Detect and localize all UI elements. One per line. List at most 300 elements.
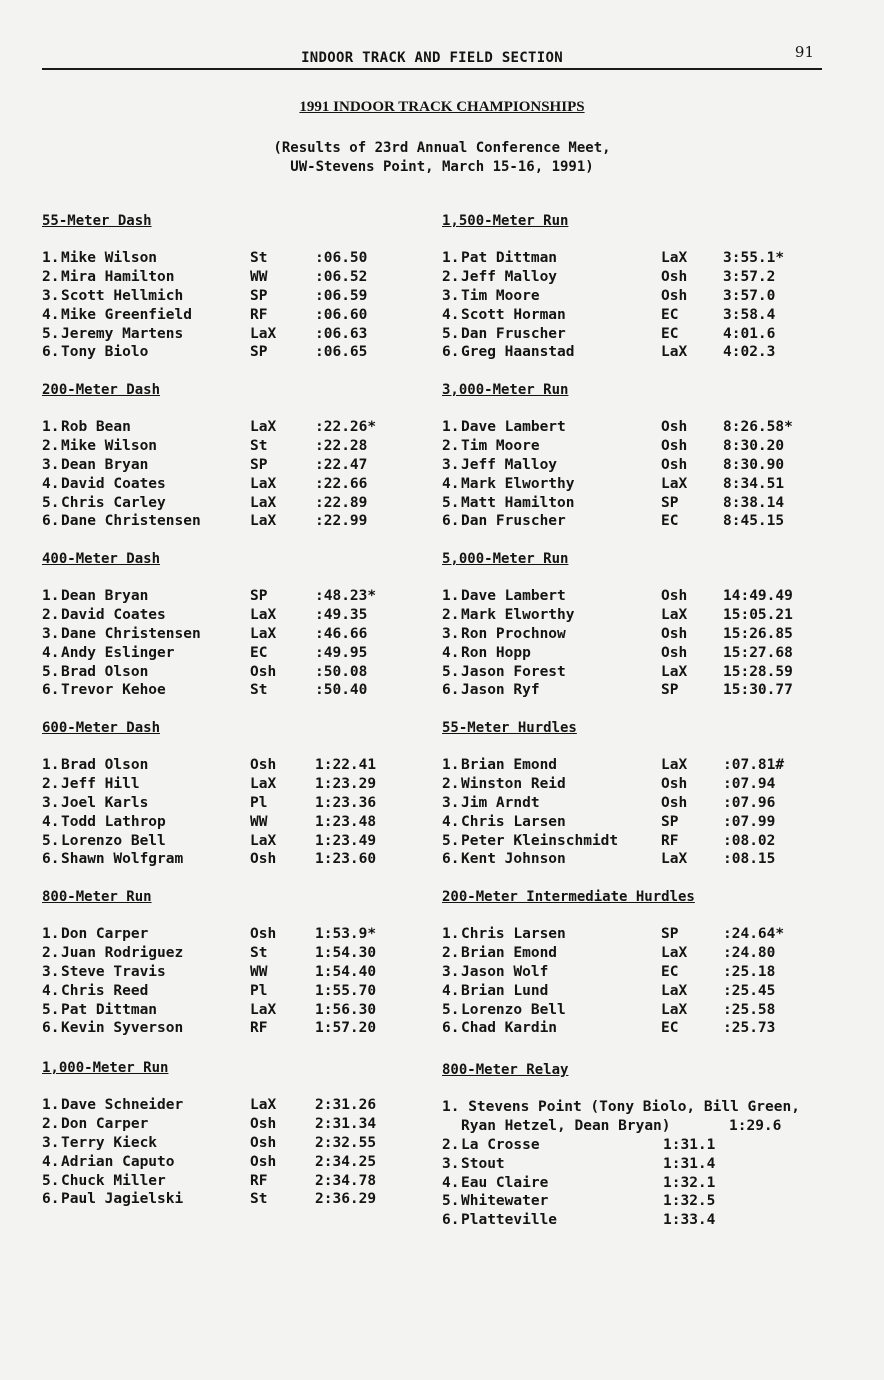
result-school: SP [661, 682, 679, 699]
result-place: 1. [42, 588, 60, 604]
result-place: 3. [42, 625, 60, 642]
result-place: 5. [42, 494, 60, 511]
result-name: Mark Elworthy [461, 475, 575, 492]
subtitle-line-1: (Results of 23rd Annual Conference Meet, [273, 140, 611, 156]
result-school: Osh [661, 437, 688, 454]
result-school: EC [661, 1020, 679, 1037]
result-row [442, 756, 842, 775]
result-place: 6. [42, 513, 60, 530]
result-name: Dean Bryan [61, 456, 149, 473]
result-name: Andy Eslinger [61, 644, 175, 661]
result-place: 2. [42, 1115, 60, 1132]
result-school: Osh [661, 625, 688, 642]
result-mark: 1:23.36 [315, 794, 377, 811]
result-name: Dean Bryan [61, 588, 149, 604]
result-place: 4. [42, 982, 60, 999]
result-school: SP [661, 813, 679, 830]
result-school: LaX [661, 982, 688, 999]
result-name: Scott Hellmich [61, 287, 184, 304]
event-title: 3,000-Meter Run [442, 382, 569, 398]
event-title: 800-Meter Relay [442, 1062, 569, 1078]
result-row [442, 813, 842, 832]
result-name: Adrian Caputo [61, 1153, 175, 1170]
result-mark: 8:30.90 [723, 456, 785, 473]
result-row [442, 456, 842, 475]
result-row [42, 756, 442, 775]
event-title: 600-Meter Dash [42, 720, 161, 736]
result-name: Dave Lambert [461, 419, 566, 435]
result-mark: :48.23* [315, 588, 377, 604]
result-place: 6. [42, 1020, 60, 1037]
result-mark: :07.96 [723, 794, 776, 811]
result-school: RF [250, 306, 268, 323]
relay-result-place: 5. [442, 1193, 460, 1210]
result-place: 5. [442, 1001, 460, 1018]
result-name: Mike Wilson [61, 437, 158, 454]
result-mark: :06.60 [315, 306, 368, 323]
result-place: 2. [42, 437, 60, 454]
result-place: 3. [442, 287, 460, 304]
result-place: 3. [442, 625, 460, 642]
result-row [442, 982, 842, 1001]
result-mark: :50.08 [315, 663, 368, 680]
relay-result-row [442, 1136, 862, 1155]
result-place: 1. [442, 757, 460, 773]
result-row [42, 1190, 442, 1209]
result-place: 4. [42, 1153, 60, 1170]
result-mark: 3:55.1* [723, 250, 785, 266]
relay-winner-line-1 [442, 1098, 862, 1117]
result-name: Don Carper [61, 926, 149, 942]
result-row [42, 306, 442, 325]
result-school: LaX [661, 757, 688, 773]
result-name: Ron Prochnow [461, 625, 566, 642]
result-name: Jason Forest [461, 663, 566, 680]
result-school: LaX [661, 250, 688, 266]
result-name: Lorenzo Bell [461, 1001, 566, 1018]
result-school: Osh [250, 1115, 277, 1132]
result-row [42, 681, 442, 700]
relay-result-row [442, 1155, 862, 1174]
result-school: WW [250, 813, 268, 830]
result-mark: 1:54.30 [315, 944, 377, 961]
result-row [42, 850, 442, 869]
result-mark: :25.45 [723, 982, 776, 999]
result-place: 5. [442, 325, 460, 342]
result-name: Brad Olson [61, 757, 149, 773]
result-school: LaX [661, 851, 688, 868]
result-mark: 2:31.34 [315, 1115, 377, 1132]
result-name: Todd Lathrop [61, 813, 166, 830]
result-mark: 3:57.0 [723, 287, 776, 304]
result-mark: 1:23.48 [315, 813, 377, 830]
result-school: Pl [250, 794, 268, 811]
result-row [442, 494, 842, 513]
result-mark: :25.73 [723, 1020, 776, 1037]
result-mark: :06.65 [315, 344, 368, 361]
result-name: Dave Schneider [61, 1097, 184, 1113]
result-name: Chris Larsen [461, 813, 566, 830]
result-mark: 1:54.40 [315, 963, 377, 980]
result-school: Osh [661, 794, 688, 811]
result-place: 5. [42, 832, 60, 849]
result-row [42, 475, 442, 494]
result-name: Jeff Malloy [461, 268, 558, 285]
result-school: SP [250, 344, 268, 361]
result-row [42, 249, 442, 268]
result-row [42, 775, 442, 794]
result-row [42, 1001, 442, 1020]
result-place: 2. [442, 944, 460, 961]
result-row [442, 418, 842, 437]
result-mark: 4:02.3 [723, 344, 776, 361]
result-name: Brian Lund [461, 982, 549, 999]
result-mark: 3:57.2 [723, 268, 776, 285]
result-place: 2. [42, 944, 60, 961]
event-1-500-meter-run [442, 212, 842, 362]
result-mark: 8:26.58* [723, 419, 793, 435]
result-mark: :06.59 [315, 287, 368, 304]
event-title: 800-Meter Run [42, 889, 152, 905]
result-place: 4. [42, 475, 60, 492]
result-mark: :22.89 [315, 494, 368, 511]
result-school: Osh [250, 663, 277, 680]
result-mark: :07.94 [723, 775, 776, 792]
relay-winner-mark: 1:29.6 [729, 1117, 782, 1134]
result-mark: :49.35 [315, 606, 368, 623]
result-mark: :22.47 [315, 456, 368, 473]
result-mark: :50.40 [315, 682, 368, 699]
result-place: 6. [42, 682, 60, 699]
result-row [442, 437, 842, 456]
result-mark: :06.52 [315, 268, 368, 285]
relay-result-place: 4. [442, 1174, 460, 1191]
relay-result-name: Whitewater [461, 1193, 549, 1210]
event-title: 55-Meter Dash [42, 213, 152, 229]
result-name: Mira Hamilton [61, 268, 175, 285]
result-name: Mike Wilson [61, 250, 158, 266]
result-mark: :06.50 [315, 250, 368, 266]
result-place: 6. [42, 851, 60, 868]
result-school: RF [250, 1020, 268, 1037]
relay-result-place: 6. [442, 1212, 460, 1229]
relay-results [442, 1136, 862, 1230]
result-mark: 8:30.20 [723, 437, 785, 454]
relay-result-place: 2. [442, 1136, 460, 1153]
result-school: LaX [250, 775, 277, 792]
result-name: Peter Kleinschmidt [461, 832, 619, 849]
result-mark: :22.99 [315, 513, 368, 530]
result-mark: 1:23.49 [315, 832, 377, 849]
event-title: 400-Meter Dash [42, 551, 161, 567]
result-mark: :24.80 [723, 944, 776, 961]
relay-result-name: Stout [461, 1155, 505, 1172]
result-name: Pat Dittman [461, 250, 558, 266]
result-place: 1. [442, 588, 460, 604]
result-mark: :06.63 [315, 325, 368, 342]
document-title: 1991 INDOOR TRACK CHAMPIONSHIPS [299, 99, 585, 115]
result-mark: :08.02 [723, 832, 776, 849]
result-name: Tim Moore [461, 437, 540, 454]
result-mark: :49.95 [315, 644, 368, 661]
result-row [42, 625, 442, 644]
result-name: Brad Olson [61, 663, 149, 680]
result-school: SP [250, 456, 268, 473]
result-row [42, 418, 442, 437]
result-school: Osh [250, 851, 277, 868]
result-school: EC [661, 306, 679, 323]
result-school: LaX [661, 606, 688, 623]
result-row [442, 606, 842, 625]
relay-result-mark: 1:32.5 [663, 1193, 716, 1210]
result-school: LaX [661, 944, 688, 961]
result-place: 3. [42, 794, 60, 811]
result-row [42, 268, 442, 287]
relay-winner-team: Ryan Hetzel, Dean Bryan) [461, 1117, 671, 1134]
result-school: WW [250, 268, 268, 285]
event-title: 1,500-Meter Run [442, 213, 569, 229]
result-place: 5. [442, 494, 460, 511]
event-title: 5,000-Meter Run [442, 551, 569, 567]
result-school: Osh [661, 588, 688, 604]
result-place: 5. [442, 663, 460, 680]
result-school: St [250, 944, 268, 961]
result-row [42, 813, 442, 832]
result-mark: 2:32.55 [315, 1134, 377, 1151]
result-mark: 1:56.30 [315, 1001, 377, 1018]
result-row [442, 1019, 842, 1038]
relay-result-row [442, 1211, 862, 1230]
event-800-meter-run [42, 888, 442, 1038]
result-school: LaX [250, 325, 277, 342]
result-name: Chris Larsen [461, 926, 566, 942]
result-place: 2. [442, 268, 460, 285]
result-place: 5. [42, 1172, 60, 1189]
result-row [442, 625, 842, 644]
result-place: 1. [42, 926, 60, 942]
result-school: LaX [250, 832, 277, 849]
result-mark: 1:23.60 [315, 851, 377, 868]
result-row [42, 437, 442, 456]
event-title: 200-Meter Dash [42, 382, 161, 398]
result-row [42, 925, 442, 944]
result-name: Steve Travis [61, 963, 166, 980]
relay-winner-line-2 [442, 1117, 862, 1136]
result-place: 2. [442, 437, 460, 454]
result-school: Osh [661, 775, 688, 792]
result-row [442, 343, 842, 362]
result-place: 4. [442, 644, 460, 661]
result-name: Pat Dittman [61, 1001, 158, 1018]
subtitle-line-2: UW-Stevens Point, March 15-16, 1991) [290, 159, 594, 175]
result-mark: 2:34.78 [315, 1172, 377, 1189]
result-school: EC [661, 325, 679, 342]
result-place: 3. [442, 794, 460, 811]
result-school: St [250, 437, 268, 454]
result-place: 2. [42, 775, 60, 792]
result-name: Brian Emond [461, 757, 558, 773]
result-name: Jason Wolf [461, 963, 549, 980]
result-name: Jeff Malloy [461, 456, 558, 473]
result-mark: 1:22.41 [315, 757, 377, 773]
result-row [442, 775, 842, 794]
result-place: 6. [442, 344, 460, 361]
result-name: Mark Elworthy [461, 606, 575, 623]
result-mark: :22.26* [315, 419, 377, 435]
result-name: Tony Biolo [61, 344, 149, 361]
result-school: Osh [661, 287, 688, 304]
result-name: Jim Arndt [461, 794, 540, 811]
result-place: 1. [442, 926, 460, 942]
relay-result-name: Platteville [461, 1212, 558, 1229]
result-name: Ron Hopp [461, 644, 531, 661]
result-name: Dan Fruscher [461, 513, 566, 530]
result-row [42, 1153, 442, 1172]
result-school: LaX [250, 419, 277, 435]
result-place: 2. [42, 268, 60, 285]
result-school: Pl [250, 982, 268, 999]
result-row [442, 249, 842, 268]
result-school: EC [250, 644, 268, 661]
result-mark: 15:30.77 [723, 682, 793, 699]
result-school: EC [661, 513, 679, 530]
result-row [42, 1096, 442, 1115]
result-mark: 15:26.85 [723, 625, 793, 642]
event-400-meter-dash [42, 550, 442, 700]
result-school: St [250, 250, 268, 266]
result-row [442, 306, 842, 325]
result-place: 1. [42, 757, 60, 773]
result-mark: :07.99 [723, 813, 776, 830]
result-name: Chris Carley [61, 494, 166, 511]
result-row [442, 963, 842, 982]
result-school: LaX [250, 1097, 277, 1113]
result-name: Scott Horman [461, 306, 566, 323]
result-place: 1. [442, 250, 460, 266]
result-row [42, 512, 442, 531]
result-name: Jeremy Martens [61, 325, 184, 342]
result-mark: 8:34.51 [723, 475, 785, 492]
relay-result-place: 3. [442, 1155, 460, 1172]
result-name: Greg Haanstad [461, 344, 575, 361]
result-place: 3. [442, 963, 460, 980]
result-row [442, 681, 842, 700]
result-row [42, 287, 442, 306]
result-mark: :24.64* [723, 926, 785, 942]
result-school: St [250, 682, 268, 699]
result-school: LaX [250, 1001, 277, 1018]
page-number: 91 [794, 43, 814, 61]
result-school: Osh [661, 268, 688, 285]
result-mark: 15:28.59 [723, 663, 793, 680]
result-name: Mike Greenfield [61, 306, 192, 323]
result-mark: 1:23.29 [315, 775, 377, 792]
result-place: 2. [42, 606, 60, 623]
event-600-meter-dash [42, 719, 442, 869]
result-name: Dan Fruscher [461, 325, 566, 342]
result-place: 4. [442, 982, 460, 999]
result-place: 6. [42, 344, 60, 361]
result-mark: 8:38.14 [723, 494, 785, 511]
result-school: Osh [661, 644, 688, 661]
result-row [42, 1019, 442, 1038]
result-place: 5. [42, 1001, 60, 1018]
result-mark: 1:53.9* [315, 926, 377, 942]
result-name: Jeff Hill [61, 775, 140, 792]
event-55-meter-hurdles [442, 719, 842, 869]
result-name: Tim Moore [461, 287, 540, 304]
result-mark: :25.18 [723, 963, 776, 980]
result-row [442, 1001, 842, 1020]
result-place: 6. [442, 513, 460, 530]
result-row [442, 512, 842, 531]
result-row [42, 325, 442, 344]
result-mark: :07.81# [723, 757, 785, 773]
result-place: 5. [442, 832, 460, 849]
result-school: Osh [250, 757, 277, 773]
result-school: St [250, 1191, 268, 1208]
result-row [442, 944, 842, 963]
result-school: Osh [661, 419, 688, 435]
result-row [442, 268, 842, 287]
relay-result-mark: 1:31.4 [663, 1155, 716, 1172]
result-row [42, 1134, 442, 1153]
result-name: Jason Ryf [461, 682, 540, 699]
result-place: 4. [442, 475, 460, 492]
result-name: Juan Rodriguez [61, 944, 184, 961]
result-place: 3. [442, 456, 460, 473]
event-1-000-meter-run [42, 1059, 442, 1209]
result-mark: 8:45.15 [723, 513, 785, 530]
result-school: RF [250, 1172, 268, 1189]
result-school: LaX [250, 513, 277, 530]
result-row [42, 944, 442, 963]
result-school: SP [250, 588, 268, 604]
result-name: Paul Jagielski [61, 1191, 184, 1208]
result-school: LaX [661, 663, 688, 680]
result-place: 6. [442, 682, 460, 699]
relay-result-row [442, 1174, 862, 1193]
result-school: LaX [661, 1001, 688, 1018]
result-school: SP [250, 287, 268, 304]
result-school: EC [661, 963, 679, 980]
result-row [42, 456, 442, 475]
result-mark: 4:01.6 [723, 325, 776, 342]
result-row [42, 644, 442, 663]
result-place: 1. [42, 250, 60, 266]
result-row [442, 325, 842, 344]
result-mark: 1:55.70 [315, 982, 377, 999]
result-place: 1. [42, 419, 60, 435]
result-row [442, 925, 842, 944]
result-mark: 2:34.25 [315, 1153, 377, 1170]
result-mark: :22.66 [315, 475, 368, 492]
result-name: Lorenzo Bell [61, 832, 166, 849]
result-name: Terry Kieck [61, 1134, 158, 1151]
result-school: Osh [250, 1153, 277, 1170]
event-200-meter-intermediate-hurdles [442, 888, 842, 1038]
result-mark: 3:58.4 [723, 306, 776, 323]
result-school: Osh [250, 926, 277, 942]
result-mark: 15:05.21 [723, 606, 793, 623]
event-title: 1,000-Meter Run [42, 1060, 169, 1076]
result-name: Trevor Kehoe [61, 682, 166, 699]
result-name: Dane Christensen [61, 513, 201, 530]
result-place: 4. [42, 306, 60, 323]
result-row [442, 850, 842, 869]
result-place: 4. [442, 813, 460, 830]
result-row [442, 475, 842, 494]
